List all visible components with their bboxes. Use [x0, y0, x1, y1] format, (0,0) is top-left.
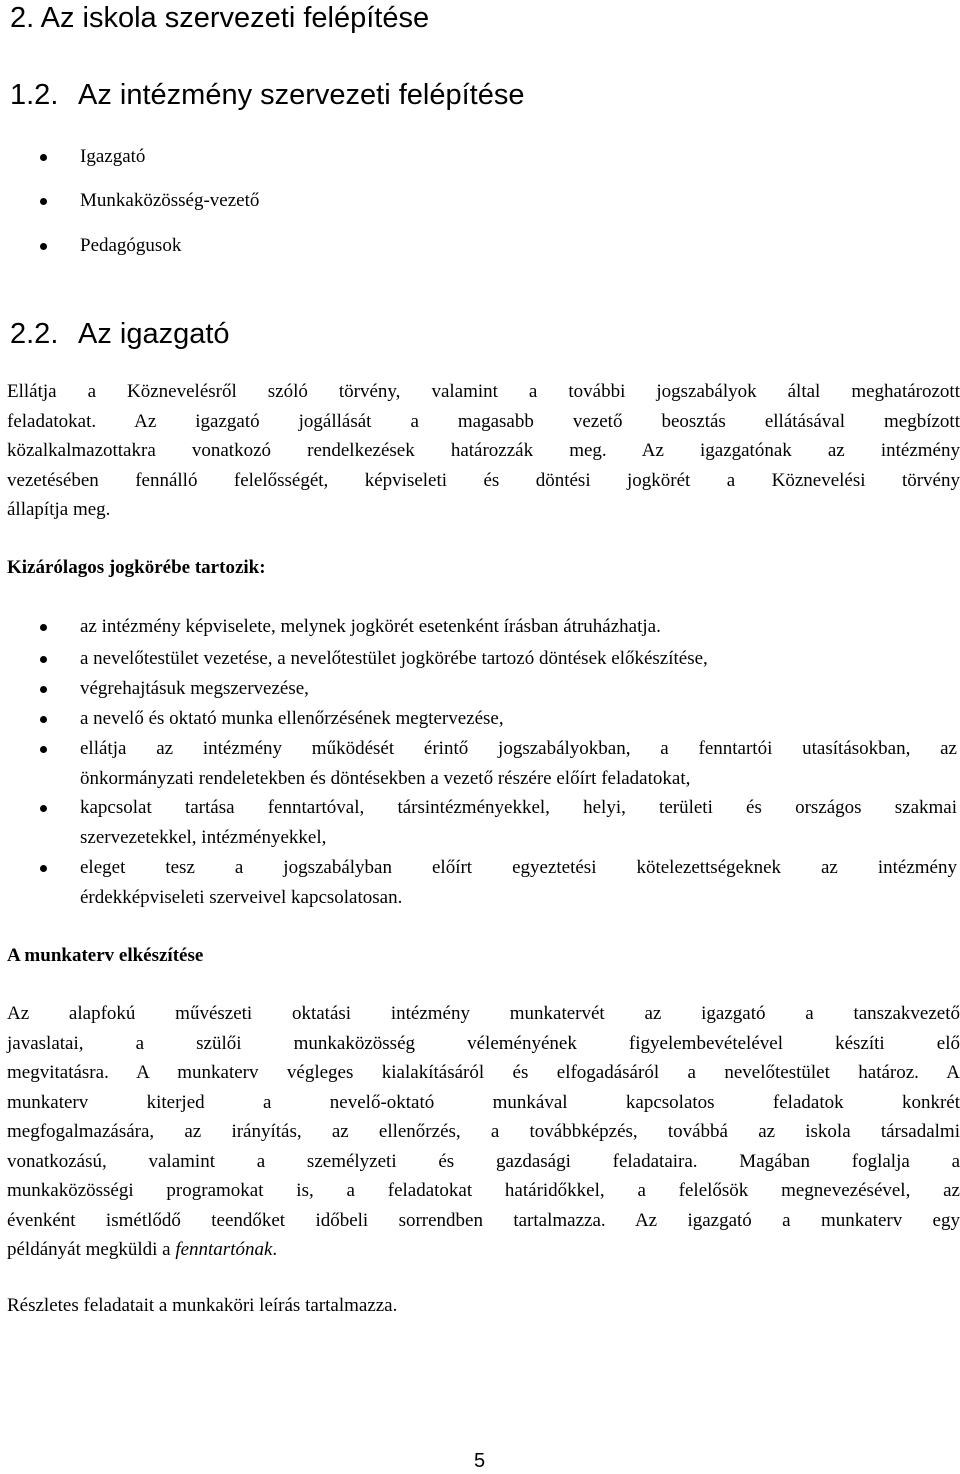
list-item-line: eleget tesz a jogszabályban előírt egyeztetési kötelezettségeknek az intézmény: [80, 857, 957, 878]
list-item-line: a nevelő és oktató munka ellenőrzésének megtervezése,: [80, 708, 504, 729]
intro-paragraph: [7, 377, 960, 525]
list-item-line: végrehajtásuk megszervezése,: [80, 678, 309, 699]
workplan-paragraph: [7, 999, 960, 1265]
bullet-icon: [40, 686, 47, 693]
bullet-icon: [40, 154, 47, 161]
bullet-icon: [40, 198, 47, 205]
list-item-text: Igazgató: [80, 146, 146, 167]
paragraph-line: feladatokat. Az igazgató jogállását a magasabb vezető beosztás ellátásával megbízott: [7, 410, 960, 432]
paragraph-line: munkaközösségi programokat is, a feladatokat határidőkkel, a felelősök megnevezésével, az: [7, 1180, 960, 1201]
list-item-text: Munkaközösség-vezető: [80, 190, 260, 211]
details-paragraph: Részletes feladatait a munkaköri leírás tartalmazza.: [7, 1295, 398, 1316]
section-heading-2-2: [10, 316, 230, 352]
paragraph-line: Ellátja a Köznevelésről szóló törvény, valamint a további jogszabályok által meghatározott: [7, 381, 960, 402]
list-item-line: önkormányzati rendeletekben és döntésekben a vezető részére előírt feladatokat,: [80, 767, 691, 789]
paragraph-line: megfogalmazására, az irányítás, az ellenőrzés, a továbbképzés, továbbá az iskola társadalmi: [7, 1121, 960, 1142]
list-item-line: az intézmény képviselete, melynek jogkörét esetenként írásban átruházhatja.: [80, 616, 661, 637]
section-number: 2.2.: [10, 318, 59, 350]
bullet-icon: [40, 805, 47, 812]
main-heading: 2. Az iskola szervezeti felépítése: [10, 2, 430, 34]
paragraph-line: vezetésében fennálló felelősségét, képviseleti és döntési jogkörét a Köznevelési törvény: [7, 469, 960, 491]
paragraph-line: munkaterv kiterjed a nevelő-oktató munkával kapcsolatos feladatok konkrét: [7, 1091, 960, 1113]
paragraph-line: javaslatai, a szülői munkaközösség véleményének figyelembevételével készíti elő: [7, 1032, 960, 1054]
paragraph-line: közalkalmazottakra vonatkozó rendelkezések határozzák meg. Az igazgatónak az intézmény: [7, 440, 960, 461]
list-item-text: Pedagógusok: [80, 235, 182, 256]
bullet-icon: [40, 243, 47, 250]
section-title: Az intézmény szervezeti felépítése: [78, 79, 525, 111]
workplan-heading: A munkaterv elkészítése: [7, 945, 204, 966]
bullet-icon: [40, 865, 47, 872]
paragraph-line: évenként ismétlődő teendőket időbeli sorrendben tartalmazza. Az igazgató a munkaterv egy: [7, 1209, 960, 1231]
bullet-icon: [40, 746, 47, 753]
line-text: példányát megküldi a: [7, 1239, 176, 1260]
section-number: 1.2.: [10, 79, 59, 111]
bullet-icon: [40, 656, 47, 663]
list-item-line: szervezetekkel, intézményekkel,: [80, 826, 327, 848]
paragraph-line: megvitatásra. A munkaterv végleges kialakításáról és elfogadásáról a nevelőtestület határoz. A: [7, 1062, 960, 1083]
list-item-line: érdekképviseleti szerveivel kapcsolatosan.: [80, 886, 403, 908]
list-item-line: kapcsolat tartása fenntartóval, társintézményekkel, helyi, területi és országos szakmai: [80, 797, 957, 818]
bullet-icon: [40, 716, 47, 723]
section-title: Az igazgató: [78, 318, 230, 350]
paragraph-line: vonatkozású, valamint a személyzeti és gazdasági feladataira. Magában foglalja a: [7, 1150, 960, 1172]
paragraph-line: állapítja meg.: [7, 499, 111, 520]
bullet-icon: [40, 624, 47, 631]
paragraph-line: Az alapfokú művészeti oktatási intézmény munkatervét az igazgató a tanszakvezető: [7, 1003, 960, 1024]
line-text: .: [272, 1239, 278, 1260]
list-item-line: a nevelőtestület vezetése, a nevelőtestület jogkörébe tartozó döntések előkészítése,: [80, 648, 708, 669]
paragraph-line: [7, 1235, 960, 1265]
italic-text: fenntartónak: [175, 1239, 273, 1260]
section-heading-1-2: [10, 77, 524, 113]
exclusive-heading: Kizárólagos jogkörébe tartozik:: [7, 557, 266, 578]
page-number: 5: [474, 1450, 486, 1472]
list-item-line: ellátja az intézmény működését érintő jogszabályokban, a fenntartói utasításokban, az: [80, 738, 957, 759]
